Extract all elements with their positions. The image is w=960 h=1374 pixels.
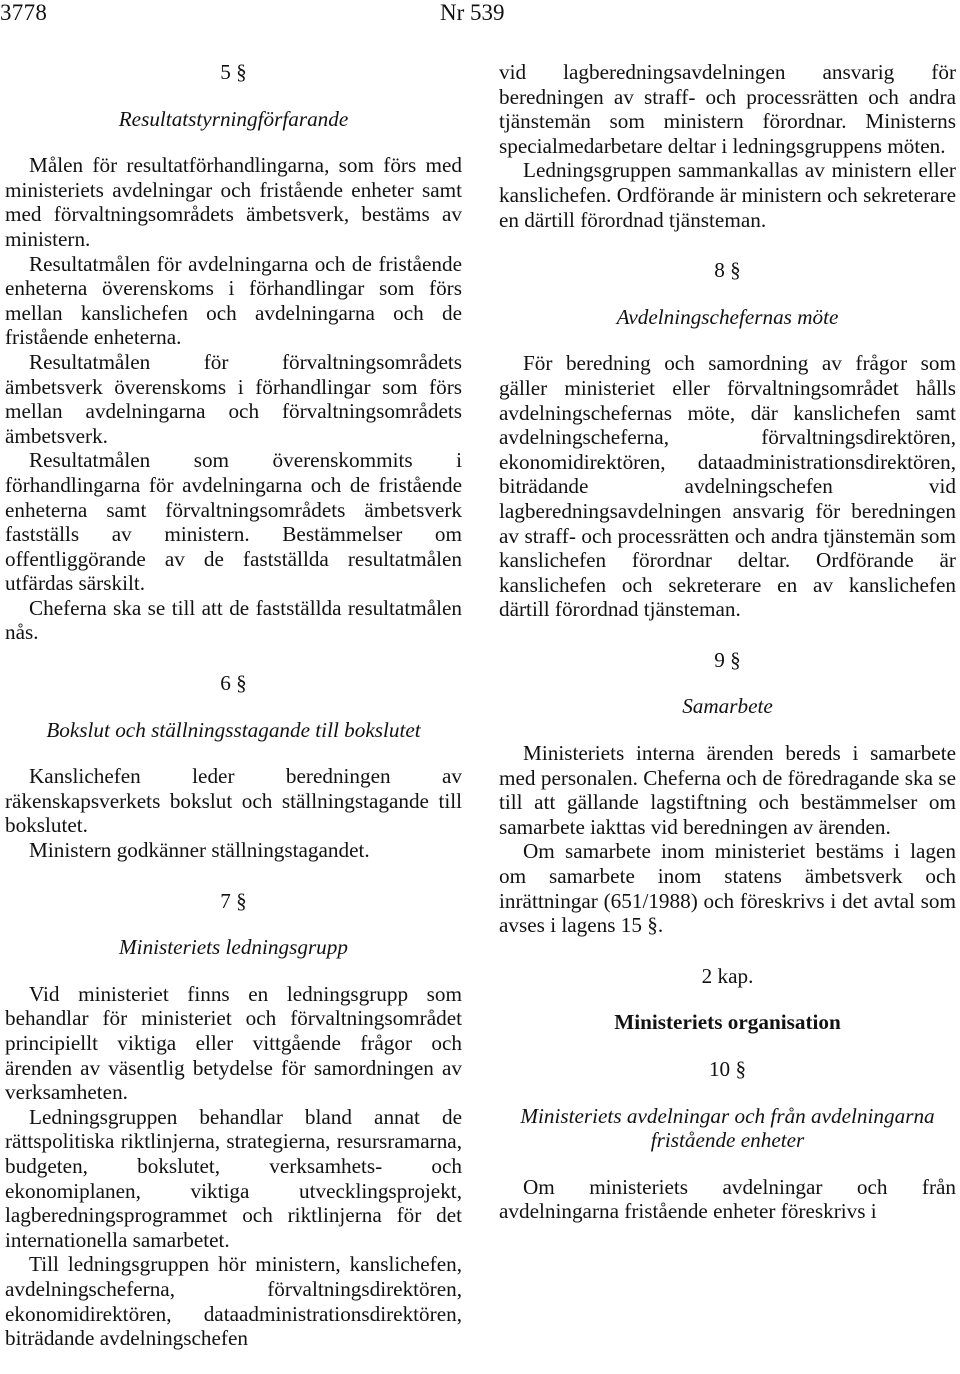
page-number: 3778 [0, 0, 48, 25]
section-10-number: 10 § [708, 1057, 747, 1081]
section-6-paragraph: Kanslichefen leder beredningen av räkenskapsverkets bokslut och ställningstagande till bokslutet. [5, 764, 462, 838]
section-5-title: Resultatstyrningförfarande [118, 106, 349, 131]
section-5-number: 5 § [220, 60, 247, 84]
section-7-number: 7 § [220, 888, 247, 913]
section-7-paragraph: Ledningsgruppen behandlar bland annat de rättspolitiska riktlinjerna, strategierna, resursramarna, budgeten, bokslutet, verksamhets- och ekonomiplanen, viktiga utvecklingsprojekt, lagberedningsprogrammet och riktlinjerna för det internationella samarbetet. [5, 1104, 462, 1252]
section-9-paragraph: Om samarbete inom ministeriet bestäms i lagen om samarbete inom statens ämbetsverk och inrättningar (651/1988) och föreskrivs i det avtal som avses i lagens 15 §. [499, 839, 956, 938]
section-7-paragraph: Ledningsgruppen sammankallas av ministern eller kanslichefen. Ordförande är ministern och sekreterare en därtill förordnad tjänsteman. [499, 158, 956, 232]
section-5-paragraph: Resultatmålen för förvaltningsområdets ämbetsverk överenskoms i förhandlingar som förs mellan avdelningarna och förvaltningsområdets ämbetsverk. [5, 349, 462, 448]
section-9-title: Samarbete [682, 694, 773, 719]
section-5-paragraph: Målen för resultatförhandlingarna, som förs med ministeriets avdelningar och fristående enheter samt med förvaltningsområdets ämbetsverk, bestäms av ministern. [5, 153, 462, 251]
left-column [5, 60, 462, 1351]
section-6-paragraph: Ministern godkänner ställningstagandet. [29, 838, 370, 863]
section-9-number: 9 § [714, 647, 741, 672]
document-number: Nr 539 [440, 0, 505, 25]
section-10-paragraph: Om ministeriets avdelningar och från avdelningarna fristående enheter föreskrivs i [499, 1174, 956, 1224]
section-9-paragraph: Ministeriets interna ärenden bereds i samarbete med personalen. Cheferna och de föredragande ska se till att gällande lagstiftning och bestämmelser om samarbete iakttas vid beredningen av ärenden. [499, 741, 956, 839]
section-8-number: 8 § [714, 258, 741, 283]
chapter-title: Ministeriets organisation [614, 1010, 841, 1035]
section-7-paragraph: Vid ministeriet finns en ledningsgrupp som behandlar för ministeriet och förvaltningsområdet principiellt viktiga eller vittgående frågor och ärenden av väsentlig betydelse för samordningen av verksamheten. [5, 981, 462, 1105]
section-5-paragraph: Cheferna ska se till att de fastställda resultatmålen nås. [5, 595, 462, 645]
section-7-paragraph: Till ledningsgruppen hör ministern, kanslichefen, avdelningscheferna, förvaltningsdirektören, ekonomidirektören, dataadministrationsdirektören, biträdande avdelningschefen [5, 1252, 462, 1351]
section-8-paragraph: För beredning och samordning av frågor som gäller ministeriet eller förvaltningsområdet hålls avdelningschefernas möte, där kanslichefen samt avdelningscheferna, förvaltningsdirektören, ekonomidirektören, dataadministrationsdirektören, biträdande avdelningschefen vid lagberedningsavdelningen ansvarig för beredningen av straff- och processrätten och andra tjänstemän som kanslichefen förordnar deltar. Ordförande är kanslichefen och sekreterare en av kanslichefen därtill förordnad tjänsteman. [499, 351, 956, 622]
section-8-title: Avdelningschefernas möte [616, 304, 839, 329]
chapter-number: 2 kap. [701, 963, 754, 988]
section-7-title: Ministeriets ledningsgrupp [119, 935, 348, 960]
section-7-continuation: vid lagberedningsavdelningen ansvarig för beredningen av straff- och processrätten och andra tjänstemän som ministern förordnar. Ministerns specialmedarbetare deltar i ledningsgruppens möten. [499, 60, 956, 158]
section-5-paragraph: Resultatmålen för avdelningarna och de fristående enheterna överenskoms i förhandlingar som förs mellan kanslichefen och avdelningarna och de fristående enheterna. [5, 251, 462, 350]
section-10-title: Ministeriets avdelningar och från avdelningarna fristående enheter [520, 1103, 935, 1153]
section-5-paragraph: Resultatmålen som överenskommits i förhandlingarna för avdelningarna och de fristående enheterna samt förvaltningsområdets ämbetsverk fastställs av ministern. Bestämmelser om offentliggörande av de fastställda resultatmålen utfärdas särskilt. [5, 448, 462, 596]
right-column [499, 60, 956, 1224]
section-6-title: Bokslut och ställningsstagande till bokslutet [46, 717, 421, 742]
section-6-number: 6 § [220, 671, 247, 696]
